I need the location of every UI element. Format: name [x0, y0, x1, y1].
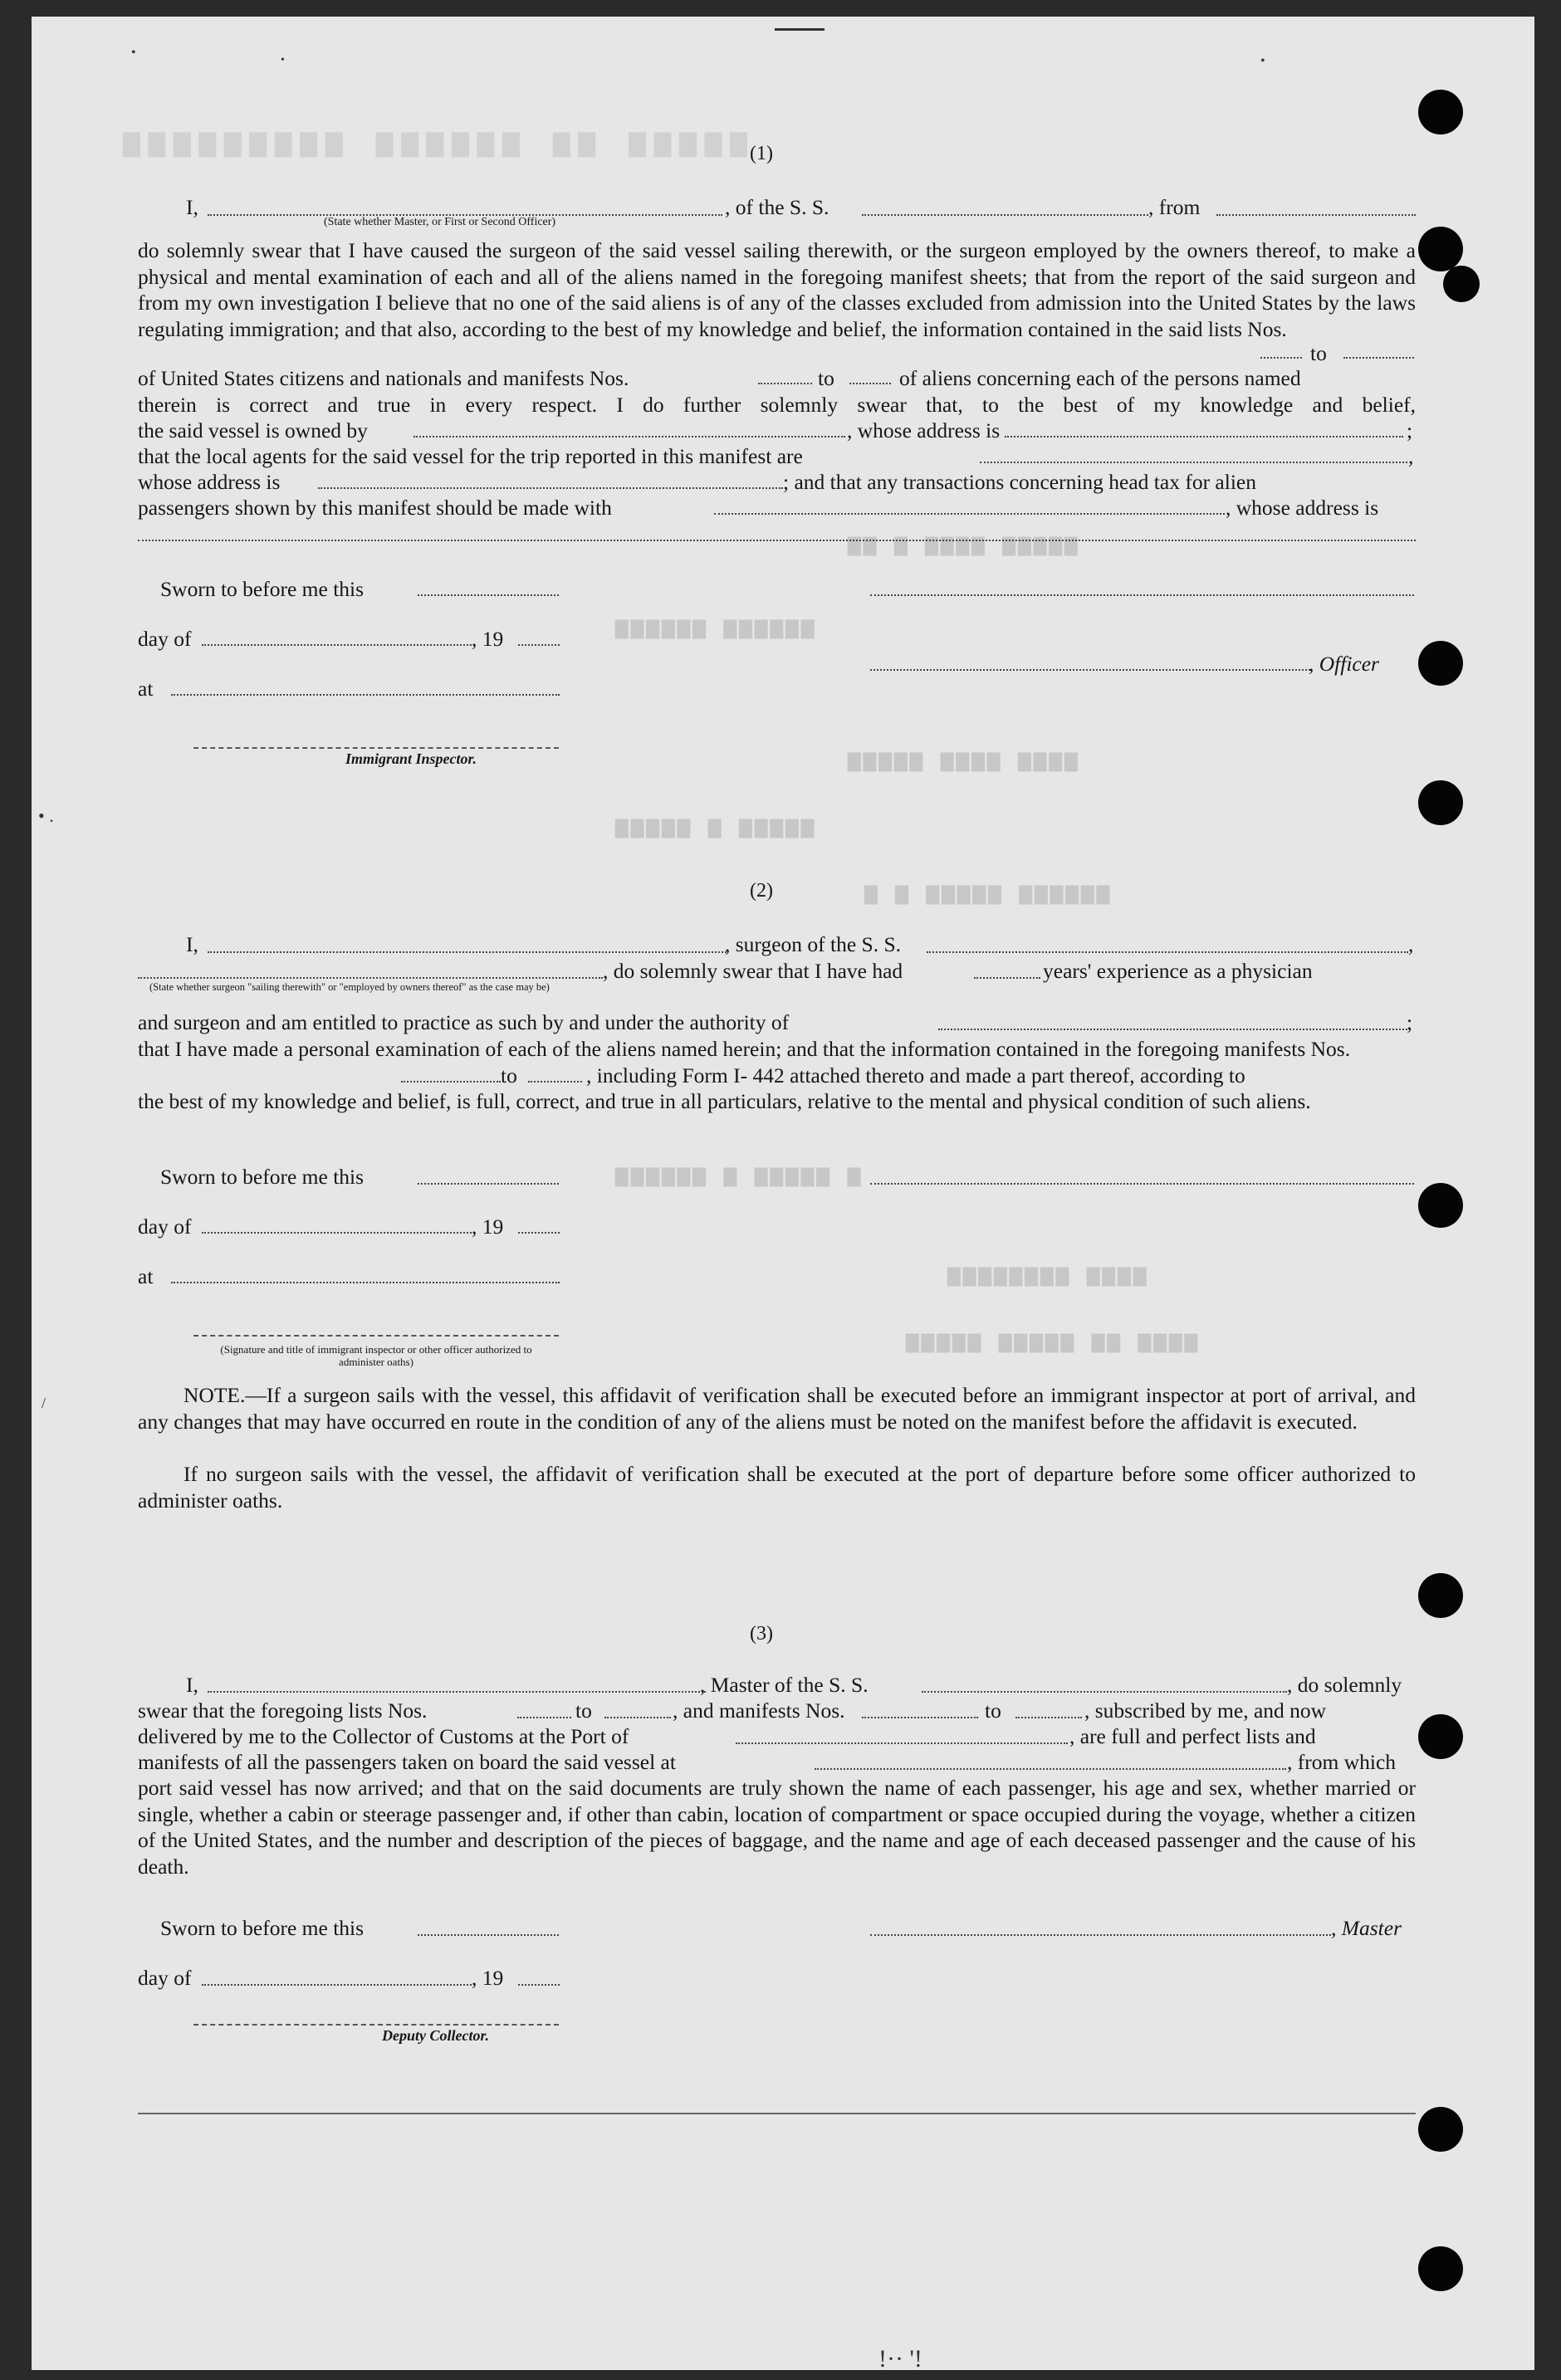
authority-field[interactable]: [938, 1029, 1407, 1030]
do-solemnly-label: , do solemnly: [1287, 1673, 1402, 1697]
passengers-shown-text: passengers shown by this manifest should be made with: [138, 496, 612, 520]
therein-text: therein is correct and true in every respect. I do further solemnly swear that, to the best of my knowledge and belief,: [138, 393, 1416, 417]
day-of-label: day of: [138, 1966, 192, 1990]
month-field-3[interactable]: [202, 1984, 472, 1986]
manifests-nos-label: , and manifests Nos.: [673, 1698, 845, 1723]
collector-signature-line[interactable]: [193, 2024, 559, 2026]
at-label: at: [138, 677, 154, 701]
semicolon: ;: [1407, 1010, 1413, 1034]
from-which-text: , from which: [1287, 1750, 1397, 1774]
local-agents-field[interactable]: [980, 462, 1407, 463]
aliens-each-text: of aliens concerning each of the persons named: [899, 366, 1301, 390]
to-label: to: [818, 366, 834, 390]
sworn-day-field[interactable]: [418, 594, 559, 596]
full-perfect-text: , are full and perfect lists and: [1069, 1724, 1316, 1748]
sworn-day-field-3[interactable]: [418, 1934, 559, 1936]
top-dash: [775, 28, 825, 31]
punch-hole: [1418, 90, 1463, 134]
manifests-from-field-3[interactable]: [862, 1717, 978, 1718]
year-field-2[interactable]: [518, 1232, 560, 1234]
semicolon: ;: [1407, 418, 1413, 442]
punch-hole: [1418, 2246, 1463, 2291]
years-experience-text: years' experience as a physician: [1043, 959, 1313, 983]
punch-hole: [1418, 641, 1463, 686]
surgeon-name-field[interactable]: [208, 951, 727, 953]
whose-address-end-label: , whose address is: [1226, 496, 1379, 520]
lists-to-field[interactable]: [1343, 357, 1414, 359]
year-label: , 19: [472, 1214, 504, 1239]
owner-address-label: , whose address is: [847, 418, 1001, 442]
lists-from-field-3[interactable]: [517, 1717, 571, 1718]
local-agents-text: that the local agents for the said vessel for the trip reported in this manifest are: [138, 444, 803, 468]
bottom-rule: [138, 2113, 1416, 2114]
section-3-paragraph: port said vessel has now arrived; and that on the said documents are truly shown the name of each passenger, his age and sex, whether married or single, whether a cabin or steerage passenger and, if other than cabin, location of compartment or space occupied during the voyage, whether a citizen of the United States, and the number and description of the pieces of baggage, and the name and age of each deceased passenger and the cause of his death.: [138, 1776, 1416, 1879]
punch-hole: [1418, 780, 1463, 825]
boarding-port-field[interactable]: [815, 1768, 1286, 1770]
section-1-number: (1): [750, 143, 773, 164]
at-place-field-2[interactable]: [171, 1282, 560, 1283]
master-name-field-3[interactable]: [208, 1691, 706, 1693]
manifests-to-field[interactable]: [849, 383, 891, 384]
lists-to-field-3[interactable]: [604, 1717, 671, 1718]
day-of-label: day of: [138, 1214, 192, 1239]
surgeon-of-label: , surgeon of the S. S.: [725, 932, 902, 956]
master-signature-field[interactable]: [870, 1934, 1331, 1936]
subscribed-text: , subscribed by me, and now: [1084, 1698, 1327, 1723]
master-label: , Master: [1331, 1916, 1402, 1940]
whose-address-label: whose address is: [138, 470, 281, 494]
comma: ,: [1408, 444, 1414, 468]
surgeon-manifests-from-field[interactable]: [401, 1081, 501, 1082]
head-tax-text: ; and that any transactions concerning head tax for alien: [783, 470, 1256, 494]
ship-name-field[interactable]: [862, 214, 1148, 216]
years-field[interactable]: [974, 977, 1040, 979]
inspector-signature-line[interactable]: [193, 747, 559, 749]
entitled-text: and surgeon and am entitled to practice as such by and under the authority of: [138, 1010, 790, 1034]
delivered-text: delivered by me to the Collector of Customs at the Port of: [138, 1724, 629, 1748]
from-label: , from: [1148, 195, 1201, 219]
punch-hole: [1418, 2107, 1463, 2152]
at-label: at: [138, 1264, 154, 1288]
month-field[interactable]: [202, 644, 472, 646]
surgeon-ship-field[interactable]: [927, 951, 1408, 953]
surgeon-type-caption: (State whether surgeon "sailing therewith" or "employed by owners thereof" as the case may be): [149, 981, 550, 993]
to-label: to: [501, 1063, 517, 1087]
agents-address-field[interactable]: [318, 487, 783, 489]
section-2-paragraph-end: the best of my knowledge and belief, is full, correct, and true in all particulars, relative to the mental and physical condition of such aliens.: [138, 1089, 1311, 1113]
sworn-label: Sworn to before me this: [160, 1165, 365, 1189]
punch-hole: [1418, 1573, 1463, 1618]
form-i442-text: , including Form I- 442 attached thereto and made a part thereof, according to: [586, 1063, 1245, 1087]
surgeon-signature-field[interactable]: [870, 1183, 1414, 1185]
head-tax-agent-field[interactable]: [714, 513, 1225, 515]
surgeon-manifests-to-field[interactable]: [528, 1081, 582, 1082]
sworn-day-field-2[interactable]: [418, 1183, 559, 1185]
punch-hole: [1443, 266, 1480, 302]
section-2-paragraph: that I have made a personal examination of each of the aliens named herein; and that the information contained in the foregoing manifests Nos.: [138, 1037, 1351, 1061]
officer-signature-top-field[interactable]: [870, 594, 1414, 596]
section-1-i: I,: [186, 195, 198, 219]
from-port-field[interactable]: [1216, 214, 1416, 216]
immigrant-inspector-caption: Immigrant Inspector.: [345, 750, 477, 767]
year-label: , 19: [472, 1966, 504, 1990]
day-of-label: day of: [138, 627, 192, 651]
port-field[interactable]: [736, 1742, 1068, 1744]
punch-hole: [1418, 1183, 1463, 1228]
manifests-from-field[interactable]: [758, 383, 812, 384]
master-caption: (State whether Master, or First or Second Officer): [324, 216, 556, 228]
lists-from-field[interactable]: [1260, 357, 1302, 359]
note-paragraph: NOTE.—If a surgeon sails with the vessel, this affidavit of verification shall be executed before an immigrant inspector at port of arrival, and any changes that may have occurred en route in the condition of any of the aliens must be noted on the manifest before the affidavit is executed.: [138, 1383, 1416, 1434]
citizens-manifests-text: of United States citizens and nationals and manifests Nos.: [138, 366, 629, 390]
officer-label: , Officer: [1309, 652, 1379, 676]
section-2-number: (2): [750, 880, 773, 902]
punch-hole: [1418, 1714, 1463, 1759]
year-field-3[interactable]: [518, 1984, 560, 1986]
sworn-label: Sworn to before me this: [160, 577, 365, 601]
month-field-2[interactable]: [202, 1232, 472, 1234]
signature-title-caption: (Signature and title of immigrant inspector or other officer authorized to administer oaths): [220, 1343, 532, 1368]
manifest-affidavit-page: ▆▆▆▆▆ ▆▆ ▆▆▆▆▆▆ ▆▆▆▆▆▆▆▆▆ ▆▆▆▆▆ ▆▆▆▆ ▆ ▆▆ ▆▆▆▆▆▆ ▆▆▆▆▆▆ ▆▆▆▆ ▆▆▆▆ ▆▆▆▆▆ ▆▆▆▆▆ ▆ ▆▆▆▆▆ ▆▆▆▆▆▆ ▆▆▆▆▆ ▆ ▆ ▆ ▆▆▆▆▆ ▆ ▆▆▆▆▆▆ ▆▆▆▆ ▆▆▆▆▆▆▆▆ ▆▆▆▆ ▆▆ ▆▆▆▆▆ ▆▆▆▆▆ • • • • . / !·· '! (1) I, , of the S. S. , from (State whether Master, or First or Second Officer) do solemnly swear that I have caused the surgeon of the said vessel sailing therewith, or the surgeon employed by the owners thereof, to make a physical and mental examination of each and all of the aliens named in the foregoing manifest sheets; that from the report of the said surgeon and from my own investigation I believe that no one of the said aliens is of any of the classes excluded from admission into the United States by the laws regulating immigration; and that also, according to the best of my knowledge and belief, the information contained in the said lists Nos. to of United States citizens and nationals and manifests Nos. to of aliens concerning each of the persons named therein is correct and true in every respect. I do further solemnly swear that, to the best of my knowledge and belief, the said vessel is owned by , whose address is ; that the local agents for the said vessel for the trip reported in this manifest are , whose address is ; and that any transactions concerning head tax for alien passengers shown by this manifest should be made with , whose address is Sworn to before me this day of , 19 , Officer at Immigrant Inspector. (2) I, , surgeon of the S. S. , , do solemnly swear that I have had years' experience as a physician (State whether surgeon "sailing therewith" or "employed by owners thereof" as the case may be) and surgeon and am entitled to practice as such by and under the authority of ; that I have made a personal examination of each of the aliens named herein; and that the information contained in the foregoing manifests Nos. to , including Form I- 442 attached thereto and made a part thereof, according to the best of my knowledge and belief, is full, correct, and true in all particulars, relative to the mental and physical condition of such aliens. Sworn to before me this day of , 19 at (Signature and title of immigrant inspector or other officer authorized to administer oaths) NOTE.—If a surgeon sails with the vessel, this affidavit of verification shall be executed before an immigrant inspector at port of arrival, and any changes that may have occurred en route in the condition of any of the aliens must be noted on the manifest before the affidavit is executed. If no surgeon sails with the vessel, the affidavit of verification shall be executed at the port of departure before some officer authorized to administer oaths. (3) I, , Master of the S. S. , do solemnly swear that the foregoing lists Nos. to , and manifests Nos. to , subscribed by me, and now delivered by me to the Collector of Customs at the Port of , are full and perfect lists and manifests of all the passengers taken on board the said vessel at , from which port said vessel has now arrived; and that on the said documents are truly shown the name of each passenger, his age and sex, whether married or single, whether a cabin or steerage passenger and, if other than cabin, location of compartment or space occupied during the voyage, whether a citizen of the United States, and the number and description of the pieces of baggage, and the name and age of each deceased passenger and the cause of his death. Sworn to before me this , Master day of , 19 Deputy Collector.: [32, 17, 1534, 2370]
master-of-ss-label: , Master of the S. S.: [700, 1673, 869, 1697]
section-1-paragraph: do solemnly swear that I have caused the surgeon of the said vessel sailing therewith, or the surgeon employed by the owners thereof, to make a physical and mental examination of each and all of the aliens named in the foregoing manifest sheets; that from the report of the said surgeon and from my own investigation I believe that no one of the said aliens is of any of the classes excluded from admission into the United States by the laws regulating immigration; and that also, according to the best of my knowledge and belief, the information contained in the said lists Nos.: [138, 238, 1416, 341]
swear-lists-text: swear that the foregoing lists Nos.: [138, 1698, 428, 1723]
manifests-to-field-3[interactable]: [1015, 1717, 1082, 1718]
owner-field[interactable]: [413, 436, 845, 437]
swear-had-text: , do solemnly swear that I have had: [603, 959, 903, 983]
officer-signature-line[interactable]: [193, 1335, 559, 1337]
head-tax-address-field[interactable]: [138, 540, 1416, 541]
officer-signature-field[interactable]: [870, 669, 1310, 671]
section-2-i: I,: [186, 932, 198, 956]
section-3-number: (3): [750, 1623, 773, 1644]
manifests-all-text: manifests of all the passengers taken on board the said vessel at: [138, 1750, 676, 1774]
surgeon-type-field[interactable]: [138, 977, 603, 979]
sworn-label: Sworn to before me this: [160, 1916, 365, 1940]
to-label: to: [575, 1698, 592, 1723]
deputy-collector-caption: Deputy Collector.: [382, 2027, 489, 2044]
year-label: , 19: [472, 627, 504, 651]
year-field[interactable]: [518, 644, 560, 646]
to-label: to: [1310, 341, 1327, 365]
punch-hole: [1418, 227, 1463, 271]
comma: ,: [1408, 932, 1414, 956]
owned-by-label: the said vessel is owned by: [138, 418, 368, 442]
of-the-ss-label: , of the S. S.: [725, 195, 829, 219]
at-place-field[interactable]: [171, 694, 560, 696]
note-paragraph-2: If no surgeon sails with the vessel, the affidavit of verification shall be executed at the port of departure before some officer authorized to administer oaths.: [138, 1462, 1416, 1513]
section-3-i: I,: [186, 1673, 198, 1697]
to-label: to: [985, 1698, 1001, 1723]
master-ship-field[interactable]: [922, 1691, 1287, 1693]
owner-address-field[interactable]: [1005, 436, 1403, 437]
